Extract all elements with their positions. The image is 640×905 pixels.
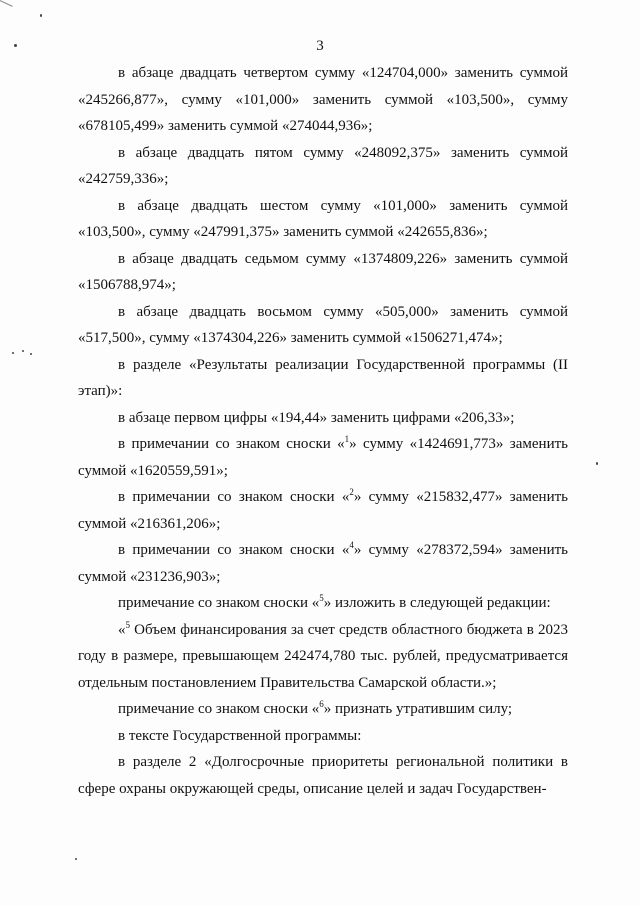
scan-artifact	[596, 462, 598, 465]
footnote-paragraph	[78, 431, 568, 484]
text-run: Объем финансирования за счет средств областного бюджета в 2023 году в размере, превышающем 242474,780 тыс. рублей, предусматривается отдельным постановлением Правительства Самарской области.»;	[78, 621, 568, 691]
text-run: » сумму «1424691,773» заменить суммой «1620559,591»;	[78, 436, 568, 479]
text-run: » сумму «278372,594» заменить суммой «231236,903»;	[78, 542, 568, 585]
footnote-mark: 5	[125, 619, 130, 630]
text-run: » сумму «215832,477» заменить суммой «216361,206»;	[78, 489, 568, 532]
footnote-mark: 6	[319, 699, 324, 709]
footnote-paragraph	[78, 537, 568, 590]
paragraph: в абзаце двадцать шестом сумму «101,000» заменить суммой «103,500», сумму «247991,375» заменить суммой «242655,836»;	[78, 197, 568, 240]
text-run: в примечании со знаком сноски «	[118, 542, 350, 558]
footnote-mark: 2	[349, 487, 354, 497]
paragraph: в абзаце двадцать пятом сумму «248092,375» заменить суммой «242759,336»;	[78, 144, 568, 187]
footnote-mark: 4	[349, 540, 354, 550]
footnote-paragraph	[78, 590, 568, 617]
text-run: в примечании со знаком сноски «	[118, 489, 350, 505]
scan-artifact	[12, 352, 14, 354]
page-number: 3	[316, 38, 324, 54]
footnote-mark: 5	[319, 593, 324, 603]
paragraph: в абзаце двадцать восьмом сумму «505,000» заменить суммой «517,500», сумму «1374304,226» заменить суммой «1506271,474»;	[78, 303, 568, 346]
scan-artifact	[75, 858, 77, 860]
text-run: » изложить в следующей редакции:	[323, 595, 551, 611]
text-run: в примечании со знаком сноски «	[118, 436, 345, 452]
paragraph: в разделе 2 «Долгосрочные приоритеты региональной политики в сфере охраны окружающей среды, описание целей и задач Государствен-	[78, 754, 568, 797]
paragraph: в тексте Государственной программы:	[118, 727, 362, 744]
footnote-mark: 1	[344, 434, 350, 444]
paragraph: в разделе «Результаты реализации Государственной программы (II этап)»:	[78, 356, 568, 399]
footnote-text-paragraph	[78, 617, 568, 697]
text-run: примечание со знаком сноски «	[118, 701, 320, 717]
text-run: примечание со знаком сноски «	[118, 595, 320, 611]
footnote-paragraph	[78, 696, 568, 723]
footnote-paragraph	[78, 484, 568, 537]
text-run: » признать утратившим силу;	[323, 701, 513, 717]
text-run: «	[118, 621, 126, 638]
scan-artifact	[30, 353, 32, 355]
paragraph: в абзаце двадцать седьмом сумму «1374809,226» заменить суммой «1506788,974»;	[78, 250, 568, 293]
document-body	[78, 60, 568, 802]
scan-artifact	[40, 14, 42, 17]
scan-artifact	[0, 0, 13, 7]
scan-artifact	[22, 350, 24, 352]
paragraph: в абзаце двадцать четвертом сумму «124704,000» заменить суммой «245266,877», сумму «101,000» заменить суммой «103,500», сумму «678105,499» заменить суммой «274044,936»;	[78, 65, 568, 134]
paragraph: в абзаце первом цифры «194,44» заменить цифрами «206,33»;	[118, 409, 515, 426]
